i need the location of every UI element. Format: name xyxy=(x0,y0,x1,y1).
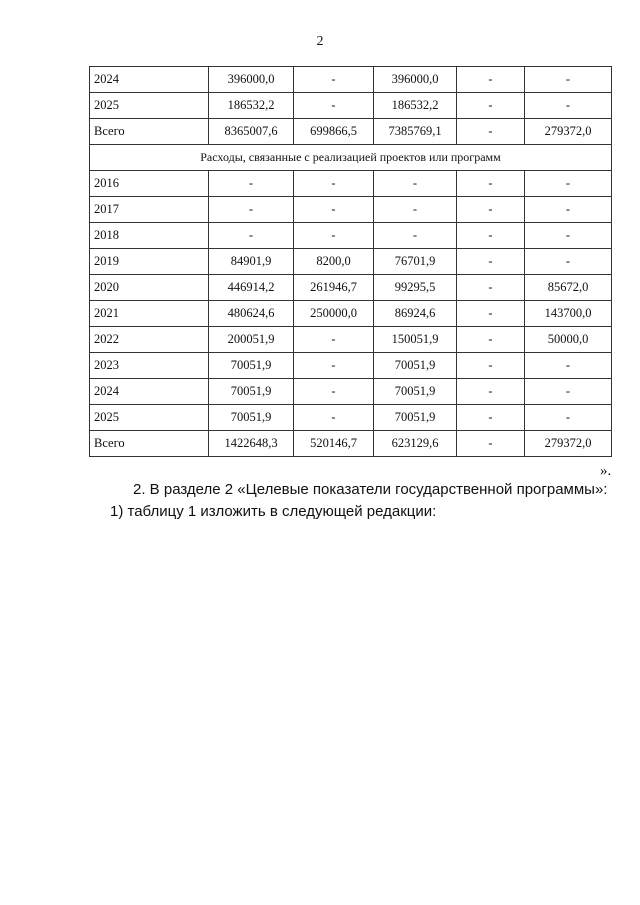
value-cell: - xyxy=(457,301,525,327)
value-cell: - xyxy=(525,405,612,431)
value-cell: - xyxy=(457,327,525,353)
value-cell: 85672,0 xyxy=(525,275,612,301)
value-cell: - xyxy=(525,197,612,223)
value-cell: - xyxy=(525,67,612,93)
value-cell: - xyxy=(457,171,525,197)
table-row xyxy=(90,301,612,327)
value-cell: 86924,6 xyxy=(374,301,457,327)
value-cell: - xyxy=(457,93,525,119)
year-cell: 2023 xyxy=(90,353,209,379)
value-cell: 279372,0 xyxy=(525,119,612,145)
value-cell: 520146,7 xyxy=(294,431,374,457)
value-cell: - xyxy=(374,223,457,249)
year-cell: 2017 xyxy=(90,197,209,223)
value-cell: 186532,2 xyxy=(374,93,457,119)
value-cell: 623129,6 xyxy=(374,431,457,457)
value-cell: - xyxy=(209,171,294,197)
year-cell: 2018 xyxy=(90,223,209,249)
year-cell: 2025 xyxy=(90,405,209,431)
value-cell: - xyxy=(209,223,294,249)
table-row xyxy=(90,327,612,353)
table-row xyxy=(90,197,612,223)
value-cell: 396000,0 xyxy=(374,67,457,93)
table-row xyxy=(90,171,612,197)
value-cell: - xyxy=(525,249,612,275)
table-row xyxy=(90,379,612,405)
year-cell: 2024 xyxy=(90,67,209,93)
value-cell: - xyxy=(294,67,374,93)
value-cell: - xyxy=(374,171,457,197)
table-row xyxy=(90,275,612,301)
table-row xyxy=(90,223,612,249)
value-cell: - xyxy=(457,405,525,431)
table-row-total xyxy=(90,119,612,145)
value-cell: 143700,0 xyxy=(525,301,612,327)
value-cell: - xyxy=(525,171,612,197)
value-cell: - xyxy=(374,197,457,223)
value-cell: - xyxy=(294,405,374,431)
value-cell: - xyxy=(457,223,525,249)
value-cell: - xyxy=(209,197,294,223)
value-cell: - xyxy=(525,353,612,379)
value-cell: 70051,9 xyxy=(209,379,294,405)
year-cell: 2021 xyxy=(90,301,209,327)
value-cell: - xyxy=(294,379,374,405)
value-cell: 200051,9 xyxy=(209,327,294,353)
value-cell: - xyxy=(457,379,525,405)
year-cell: 2016 xyxy=(90,171,209,197)
value-cell: - xyxy=(457,275,525,301)
table-row-total xyxy=(90,431,612,457)
value-cell: - xyxy=(294,93,374,119)
year-cell: Всего xyxy=(90,431,209,457)
funding-table xyxy=(89,66,612,457)
value-cell: 99295,5 xyxy=(374,275,457,301)
value-cell: - xyxy=(525,223,612,249)
value-cell: - xyxy=(294,353,374,379)
value-cell: 186532,2 xyxy=(209,93,294,119)
value-cell: 8200,0 xyxy=(294,249,374,275)
value-cell: 150051,9 xyxy=(374,327,457,353)
table-row xyxy=(90,67,612,93)
year-cell: 2020 xyxy=(90,275,209,301)
value-cell: 70051,9 xyxy=(209,405,294,431)
value-cell: - xyxy=(294,197,374,223)
value-cell: 70051,9 xyxy=(374,353,457,379)
value-cell: - xyxy=(294,327,374,353)
value-cell: - xyxy=(457,119,525,145)
page-number: 2 xyxy=(316,34,324,49)
value-cell: 8365007,6 xyxy=(209,119,294,145)
value-cell: 250000,0 xyxy=(294,301,374,327)
paragraph-section-2: 2. В разделе 2 «Целевые показатели государственной программы»: xyxy=(133,481,608,498)
value-cell: 699866,5 xyxy=(294,119,374,145)
year-cell: 2019 xyxy=(90,249,209,275)
value-cell: - xyxy=(457,249,525,275)
year-cell: Всего xyxy=(90,119,209,145)
value-cell: 396000,0 xyxy=(209,67,294,93)
value-cell: - xyxy=(457,431,525,457)
value-cell: - xyxy=(525,379,612,405)
year-cell: 2025 xyxy=(90,93,209,119)
value-cell: 70051,9 xyxy=(374,379,457,405)
value-cell: 7385769,1 xyxy=(374,119,457,145)
value-cell: 70051,9 xyxy=(374,405,457,431)
year-cell: 2022 xyxy=(90,327,209,353)
table-row xyxy=(90,93,612,119)
value-cell: 50000,0 xyxy=(525,327,612,353)
value-cell: - xyxy=(294,171,374,197)
paragraph-table-1: 1) таблицу 1 изложить в следующей редакции: xyxy=(110,503,437,520)
value-cell: 279372,0 xyxy=(525,431,612,457)
value-cell: 76701,9 xyxy=(374,249,457,275)
value-cell: - xyxy=(525,93,612,119)
value-cell: 480624,6 xyxy=(209,301,294,327)
value-cell: 84901,9 xyxy=(209,249,294,275)
value-cell: - xyxy=(457,197,525,223)
table-row xyxy=(90,405,612,431)
value-cell: - xyxy=(457,67,525,93)
table-row xyxy=(90,353,612,379)
value-cell: 70051,9 xyxy=(209,353,294,379)
table-row xyxy=(90,249,612,275)
value-cell: 1422648,3 xyxy=(209,431,294,457)
year-cell: 2024 xyxy=(90,379,209,405)
closing-quote: ». xyxy=(600,463,612,479)
value-cell: 261946,7 xyxy=(294,275,374,301)
value-cell: 446914,2 xyxy=(209,275,294,301)
value-cell: - xyxy=(457,353,525,379)
section-row xyxy=(90,145,612,171)
value-cell: - xyxy=(294,223,374,249)
section-title: Расходы, связанные с реализацией проектов или программ xyxy=(90,145,612,171)
